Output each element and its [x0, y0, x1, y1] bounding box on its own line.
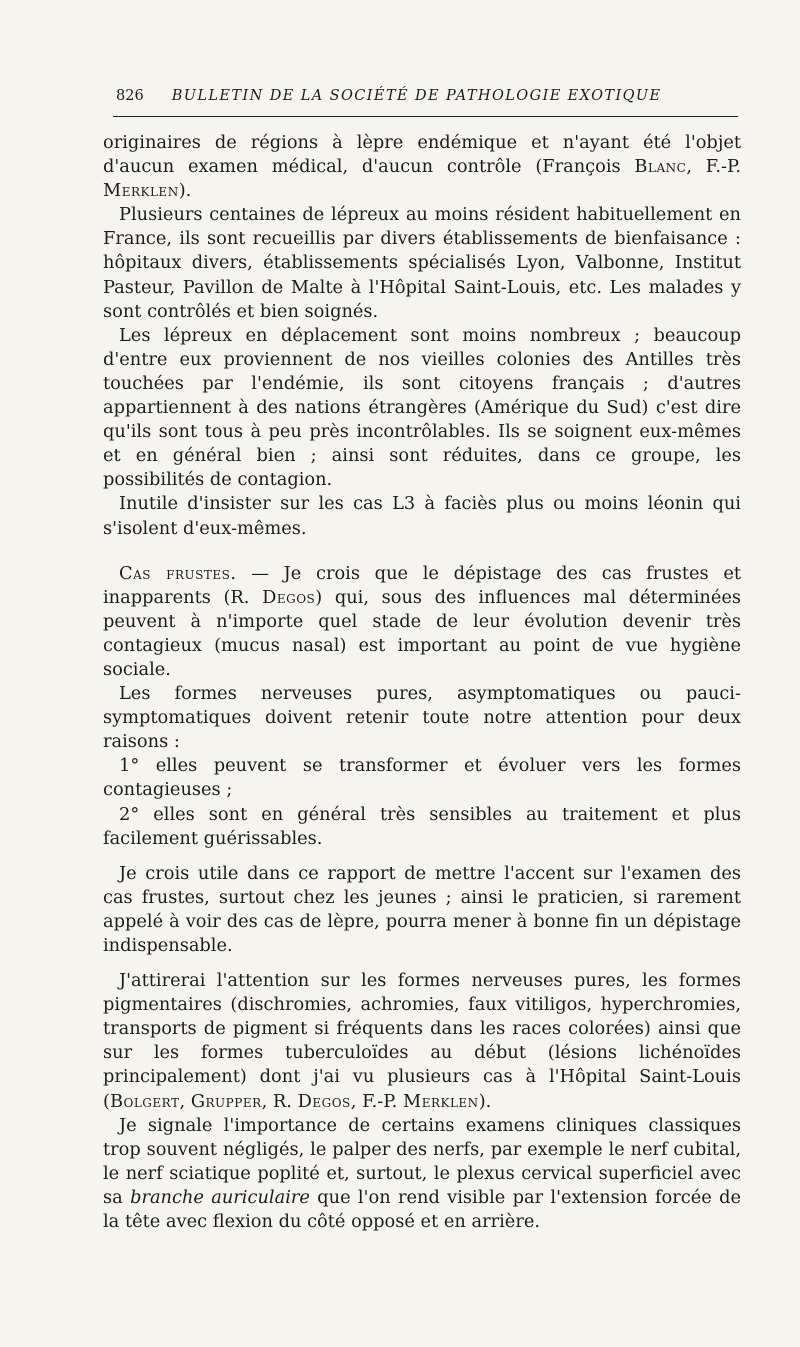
paragraph-3: Les lépreux en déplacement sont moins nombreux ; beaucoup d'entre eux proviennent de nos vieilles colonies des Antilles très touchées par l'endémie, ils sont citoyens français ; d'autres appartiennent à des nations étrangères (Amérique du Sud) c'est dire qu'ils sont tous à peu près incontrôlables. Ils se soignent eux-mêmes et en général bien ; ainsi sont réduites, dans ce groupe, les possibilités de contagion.: [103, 324, 741, 491]
author-name: Degos: [262, 586, 316, 608]
paragraph-gap: [103, 851, 741, 862]
paragraph-11: Je signale l'importance de certains examens cliniques classiques trop souvent négligés, le palper des nerfs, par exemple le nerf cubital, le nerf sciatique poplité et, surtout, le plexus cervical superficiel avec sa branche auriculaire que l'on rend visible par l'extension forcée de la tête avec flexion du côté opposé et en arrière.: [103, 1114, 741, 1233]
paragraph-8: 2° elles sont en général très sensibles au traitement et plus facilement guérissables.: [103, 803, 741, 849]
paragraph-4: Inutile d'insister sur les cas L3 à faciès plus ou moins léonin qui s'isolent d'eux-mêmes.: [103, 493, 741, 539]
paragraph-2: Plusieurs centaines de lépreux au moins résident habituellement en France, ils sont recueillis par divers établissements de bienfaisance : hôpitaux divers, établissements spécialisés Lyon, Valbonne, Institut Pasteur, Pavillon de Malte à l'Hôpital Saint-Louis, etc. Les malades y sont contrôlés et bien soignés.: [103, 204, 741, 322]
section-heading: Cas frustes.: [119, 562, 237, 584]
author-name: Bolgert: [109, 1090, 180, 1112]
article-body: [103, 131, 741, 1234]
author-name: Merklen: [402, 1090, 479, 1112]
header-rule: [113, 116, 738, 117]
page-number: 826: [116, 88, 144, 104]
paragraph-gap: [103, 958, 741, 969]
paragraph-10: J'attirerai l'attention sur les formes nerveuses pures, les formes pigmentaires (dischromies, achromies, faux vitiligos, hyperchromies, transports de pigment si fréquents dans les races colorées) ainsi que sur les formes tuberculoïdes au début (lésions lichénoïdes principalement) dont j'ai vu plusieurs cas à l'Hôpital Saint-Louis (Bolgert, Grupper, R. Degos, F.-P. Merklen).: [103, 970, 741, 1112]
running-header: [116, 88, 736, 104]
paragraph-5: Cas frustes. — Je crois que le dépistage des cas frustes et inapparents (R. Degos) qui, sous des influences mal déterminées peuvent à n'importe quel stade de leur évolution devenir très contagieux (mucus nasal) est important au point de vue hygiène sociale.: [103, 562, 741, 680]
paragraph-6: Les formes nerveuses pures, asymptomatiques ou pauci-symptomatiques doivent retenir toute notre attention pour deux raisons :: [103, 683, 741, 753]
paragraph-9: Je crois utile dans ce rapport de mettre l'accent sur l'examen des cas frustes, surtout chez les jeunes ; ainsi le praticien, si rarement appelé à voir des cas de lèpre, pourra mener à bonne fin un dépistage indispensable.: [103, 862, 741, 956]
paragraph-1: originaires de régions à lèpre endémique et n'ayant été l'objet d'aucun examen médical, d'aucun contrôle (François Blanc, F.-P. Merklen).: [103, 132, 741, 202]
paragraph-7: 1° elles peuvent se transformer et évoluer vers les formes contagieuses ;: [103, 755, 741, 801]
section-gap: [103, 541, 741, 562]
author-name: Degos: [297, 1090, 351, 1112]
italic-term: branche auriculaire: [130, 1186, 310, 1208]
author-name: Grupper: [190, 1090, 262, 1112]
author-name: Blanc: [634, 156, 687, 178]
journal-title: BULLETIN DE LA SOCIÉTÉ DE PATHOLOGIE EXOTIQUE: [171, 88, 662, 104]
author-name: Merklen: [103, 180, 179, 202]
